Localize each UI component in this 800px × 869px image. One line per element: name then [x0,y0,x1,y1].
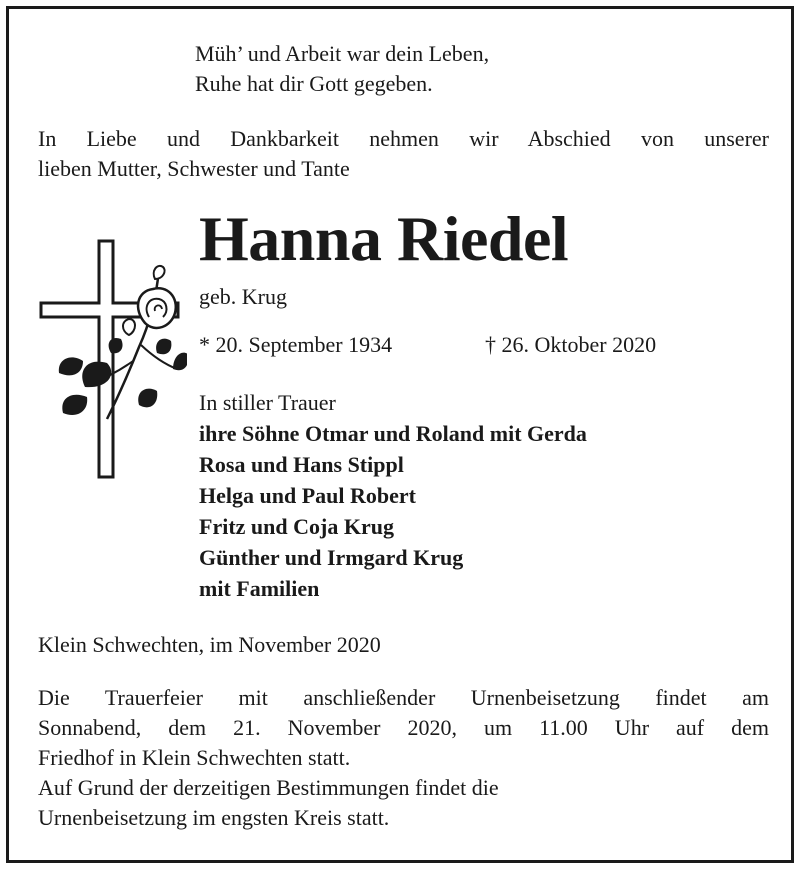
place-date: Klein Schwechten, im November 2020 [38,632,381,657]
deceased-name: Hanna Riedel [199,203,569,274]
poem-line-1: Müh’ und Arbeit war dein Leben, [195,41,490,66]
intro-line-1: In Liebe und Dankbarkeit nehmen wir Abschied von unserer [38,126,769,151]
funeral-line-5: Urnenbeisetzung im engsten Kreis statt. [38,805,390,830]
birth-date: * 20. September 1934 [199,332,393,357]
mourner-line: ihre Söhne Otmar und Roland mit Gerda [199,421,587,446]
funeral-line-4: Auf Grund der derzeitigen Bestimmungen findet die [38,775,499,800]
cross-with-rose-icon [37,237,187,487]
poem-line-2: Ruhe hat dir Gott gegeben. [195,71,433,96]
maiden-name: geb. Krug [199,284,287,309]
obituary-notice [6,6,794,863]
funeral-line-1: Die Trauerfeier mit anschließender Urnenbeisetzung findet am [38,685,769,710]
mourners-heading: In stiller Trauer [199,390,336,415]
intro-line-2: lieben Mutter, Schwester und Tante [38,156,350,181]
mourner-line: Fritz und Coja Krug [199,514,394,539]
funeral-line-2: Sonnabend, dem 21. November 2020, um 11.00 Uhr auf dem [38,715,769,740]
death-date: † 26. Oktober 2020 [485,332,657,357]
mourner-line: Günther und Irmgard Krug [199,545,464,570]
mourner-line: Rosa und Hans Stippl [199,452,404,477]
funeral-line-3: Friedhof in Klein Schwechten statt. [38,745,351,770]
mourner-line: mit Familien [199,576,320,601]
mourner-line: Helga und Paul Robert [199,483,416,508]
